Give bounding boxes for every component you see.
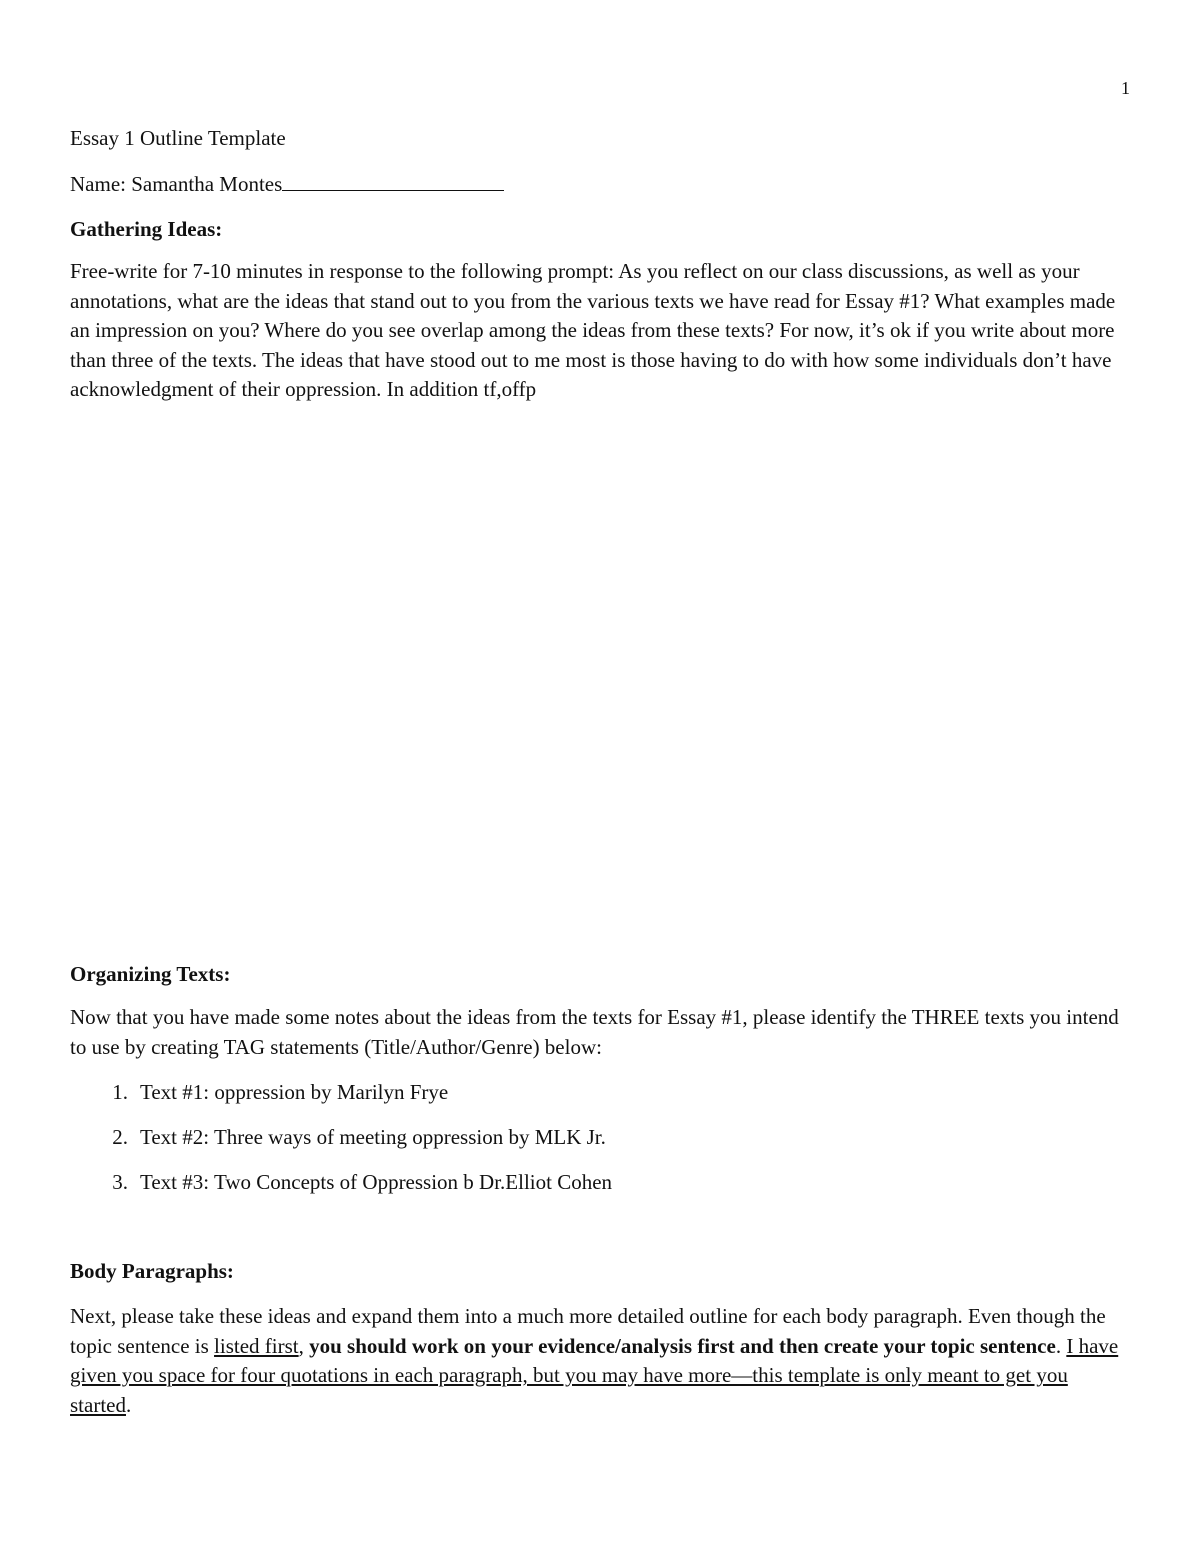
comma-text: , xyxy=(298,1333,310,1358)
list-item-number: 2. xyxy=(112,1125,128,1149)
period-text: . xyxy=(1055,1333,1067,1358)
body-paragraphs-heading: Body Paragraphs: xyxy=(70,1259,234,1283)
list-item-number: 1. xyxy=(112,1080,128,1104)
underlined-note: I have given you space for four quotations in each paragraph, but you may have more—this template is only meant to get you started xyxy=(70,1333,1119,1417)
organizing-texts-heading: Organizing Texts: xyxy=(70,962,231,986)
gathering-ideas-body: Free-write for 7-10 minutes in response to the following prompt: As you reflect on our class discussions, as well as your annotations, what are the ideas that stand out to you from the various texts we have read for Essay #1? What examples made an impression on you? Where do you see overlap among the ideas from these texts? For now, it’s ok if you write about more than three of the texts. The ideas that have stood out to me most is those having to do with how some individuals don’t have acknowledgment of their oppression. In addition tf,offp xyxy=(70,259,1116,401)
name-blank-line xyxy=(282,170,504,191)
body-intro-text: Next, please take these ideas and expand them into a much more detailed outline for each body paragraph. Even though the topic sentence is xyxy=(70,1304,1106,1358)
list-item-text: Text #3: Two Concepts of Oppression b Dr.Elliot Cohen xyxy=(140,1170,613,1194)
end-period: . xyxy=(125,1392,132,1417)
name-label: Name: Samantha Montes xyxy=(70,172,283,196)
list-item-number: 3. xyxy=(112,1170,128,1194)
list-item-text: Text #2: Three ways of meeting oppression by MLK Jr. xyxy=(140,1125,606,1149)
page-number: 1 xyxy=(1121,78,1130,98)
bold-instruction: you should work on your evidence/analysis first and then create your topic sentence xyxy=(309,1333,1056,1358)
listed-first-underlined: listed first xyxy=(214,1333,299,1358)
name-line xyxy=(70,170,1132,200)
organizing-texts-body: Now that you have made some notes about the ideas from the texts for Essay #1, please identify the THREE texts you intend to use by creating TAG statements (Title/Author/Genre) below: xyxy=(70,1005,1119,1059)
list-item-text: Text #1: oppression by Marilyn Frye xyxy=(140,1080,449,1104)
gathering-ideas-heading: Gathering Ideas: xyxy=(70,217,223,241)
document-title: Essay 1 Outline Template xyxy=(70,126,286,150)
body-paragraphs-text xyxy=(70,1302,1132,1420)
